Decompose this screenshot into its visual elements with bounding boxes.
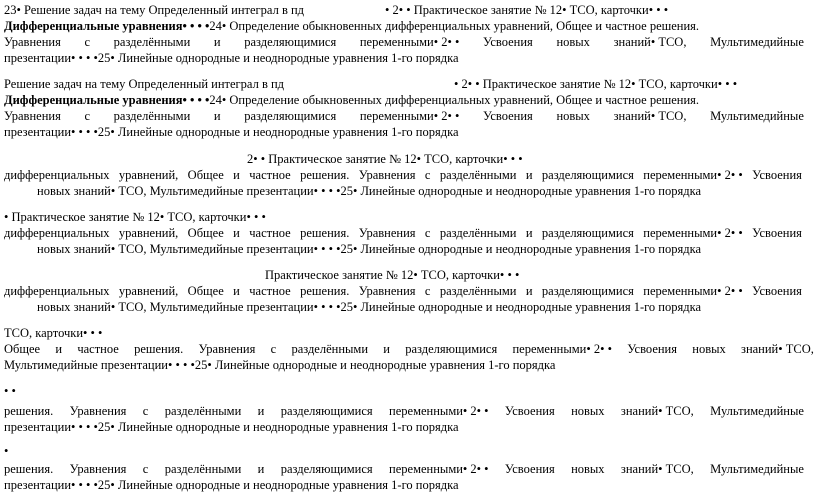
word: Мультимедийные (710, 109, 804, 123)
word: частное (249, 168, 291, 182)
word: решения. (4, 404, 54, 418)
word: и (257, 404, 265, 418)
word: с (84, 109, 91, 123)
word: Усвоения (752, 168, 802, 182)
word: Уравнения (4, 35, 61, 49)
text-fragment: Решение задач на тему Определенный интеграл в пд (4, 77, 285, 91)
word: с (270, 342, 277, 356)
text-fragment: презентации• • • •25• Линейные однородные и неоднородные уравнения 1-го порядка (4, 420, 459, 434)
text-fragment: презентации• • • •25• Линейные однородные и неоднородные уравнения 1-го порядка (4, 125, 459, 139)
justified-line (4, 35, 804, 50)
word: разделяющимися (280, 462, 373, 476)
word: и (233, 168, 240, 182)
word: с (424, 284, 431, 298)
word: Усвоения (627, 342, 677, 356)
word: и (233, 226, 240, 240)
word: решения. (300, 226, 350, 240)
text-line (0, 358, 816, 373)
word: новых (556, 35, 590, 49)
word: переменными• 2• • (512, 342, 612, 356)
word: и (525, 226, 533, 240)
justified-line (4, 404, 804, 419)
text-fragment: 24• Определение обыкновенных дифференциальных уравнений, Общее и частное решения. (209, 93, 700, 107)
word: дифференциальных (4, 168, 110, 182)
word: разделяющимися (244, 35, 337, 49)
word: Уравнения (358, 226, 416, 240)
text-fragment: • (4, 444, 9, 458)
text-line (0, 51, 816, 66)
word: Усвоения (483, 35, 533, 49)
word: и (233, 284, 240, 298)
word: дифференциальных (4, 226, 110, 240)
word: переменными• 2• • (389, 404, 489, 418)
text-line (0, 184, 816, 199)
word: Мультимедийные (710, 35, 804, 49)
word: переменными• 2• • (389, 462, 489, 476)
word: разделяющимися (244, 109, 337, 123)
word: Усвоения (752, 284, 802, 298)
word: решения. (300, 168, 350, 182)
text-fragment: презентации• • • •25• Линейные однородные и неоднородные уравнения 1-го порядка (4, 478, 459, 492)
text-fragment: Мультимедийные презентации• • • •25• Линейные однородные и неоднородные уравнения 1-го порядка (4, 358, 556, 372)
text-line (0, 77, 816, 92)
text-line (0, 125, 816, 140)
word: Уравнения (69, 462, 127, 476)
word: разделяющимися (541, 284, 634, 298)
word: разделёнными (164, 462, 242, 476)
word: с (142, 404, 149, 418)
word: и (525, 168, 533, 182)
word: разделяющимися (541, 226, 634, 240)
word: разделяющимися (405, 342, 498, 356)
word: переменными• 2• • (359, 35, 460, 49)
text-fragment: новых знаний• ТСО, Мультимедийные презентации• • • •25• Линейные однородные и неоднородные уравнения 1-го порядка (37, 242, 702, 256)
word: Общее (4, 342, 41, 356)
text-fragment: • • (4, 384, 16, 398)
word: дифференциальных (4, 284, 110, 298)
word: знаний• ТСО, (613, 109, 687, 123)
text-line (0, 326, 816, 341)
word: знаний• ТСО, (741, 342, 814, 356)
justified-line (4, 284, 802, 299)
word: Мультимедийные (710, 404, 804, 418)
word: и (383, 342, 390, 356)
text-line (0, 3, 816, 18)
text-fragment: презентации• • • •25• Линейные однородные и неоднородные уравнения 1-го порядка (4, 51, 459, 65)
word: и (213, 35, 221, 49)
word: Уравнения (198, 342, 256, 356)
word: новых (571, 462, 605, 476)
word: с (424, 226, 431, 240)
text-fragment: • 2• • Практическое занятие № 12• ТСО, карточки• • • (385, 3, 669, 17)
word: разделёнными (439, 226, 517, 240)
text-line (0, 444, 816, 459)
text-fragment: новых знаний• ТСО, Мультимедийные презентации• • • •25• Линейные однородные и неоднородные уравнения 1-го порядка (37, 300, 702, 314)
text-line (0, 210, 816, 225)
word: с (424, 168, 431, 182)
word: разделёнными (439, 284, 517, 298)
word: и (213, 109, 221, 123)
word: знаний• ТСО, (620, 404, 694, 418)
word: разделёнными (439, 168, 517, 182)
text-line (0, 420, 816, 435)
text-fragment: • Практическое занятие № 12• ТСО, карточки• • • (4, 210, 266, 224)
text-line (0, 152, 816, 167)
word: частное (77, 342, 119, 356)
word: разделёнными (113, 35, 191, 49)
word: частное (249, 284, 291, 298)
justified-line (4, 462, 804, 477)
word: и (525, 284, 533, 298)
word: уравнений, (118, 226, 179, 240)
section-heading: Дифференциальные уравнения• • • • (4, 93, 210, 107)
word: и (55, 342, 63, 356)
text-fragment: новых знаний• ТСО, Мультимедийные презентации• • • •25• Линейные однородные и неоднородные уравнения 1-го порядка (37, 184, 702, 198)
word: Уравнения (4, 109, 61, 123)
text-fragment: Практическое занятие № 12• ТСО, карточки• • • (265, 268, 520, 282)
text-line (0, 93, 816, 108)
word: новых (571, 404, 605, 418)
text-line (0, 268, 816, 283)
word: знаний• ТСО, (613, 35, 687, 49)
word: Уравнения (69, 404, 127, 418)
word: разделяющимися (280, 404, 373, 418)
word: Усвоения (752, 226, 802, 240)
word: знаний• ТСО, (620, 462, 694, 476)
word: Общее (187, 168, 224, 182)
word: переменными• 2• • (643, 226, 743, 240)
text-fragment: 23• Решение задач на тему Определенный интеграл в пд (4, 3, 305, 17)
word: Усвоения (504, 462, 555, 476)
word: решения. (4, 462, 54, 476)
word: и (257, 462, 265, 476)
word: Усвоения (504, 404, 555, 418)
justified-line (4, 342, 814, 357)
text-line (0, 478, 816, 493)
text-fragment: 24• Определение обыкновенных дифференциальных уравнений, Общее и частное решения. (209, 19, 700, 33)
word: Уравнения (358, 284, 416, 298)
justified-line (4, 109, 804, 124)
word: уравнений, (118, 284, 179, 298)
text-line (0, 242, 816, 257)
text-line (0, 19, 816, 34)
text-fragment: ТСО, карточки• • • (4, 326, 103, 340)
word: Мультимедийные (710, 462, 804, 476)
justified-line (4, 168, 802, 183)
text-line (0, 300, 816, 315)
word: разделёнными (291, 342, 369, 356)
word: Усвоения (483, 109, 533, 123)
justified-line (4, 226, 802, 241)
word: переменными• 2• • (643, 284, 743, 298)
word: новых (692, 342, 726, 356)
word: частное (249, 226, 291, 240)
text-fragment: 2• • Практическое занятие № 12• ТСО, карточки• • • (247, 152, 523, 166)
word: решения. (300, 284, 350, 298)
word: новых (556, 109, 590, 123)
word: решения. (134, 342, 184, 356)
word: разделёнными (164, 404, 242, 418)
word: разделяющимися (541, 168, 634, 182)
word: Общее (187, 226, 224, 240)
word: уравнений, (118, 168, 179, 182)
word: Общее (187, 284, 224, 298)
word: с (84, 35, 91, 49)
section-heading: Дифференциальные уравнения• • • • (4, 19, 210, 33)
text-line (0, 384, 816, 399)
word: переменными• 2• • (643, 168, 743, 182)
word: Уравнения (358, 168, 416, 182)
word: разделёнными (113, 109, 191, 123)
text-fragment: • 2• • Практическое занятие № 12• ТСО, карточки• • • (454, 77, 738, 91)
word: переменными• 2• • (359, 109, 460, 123)
word: с (142, 462, 149, 476)
